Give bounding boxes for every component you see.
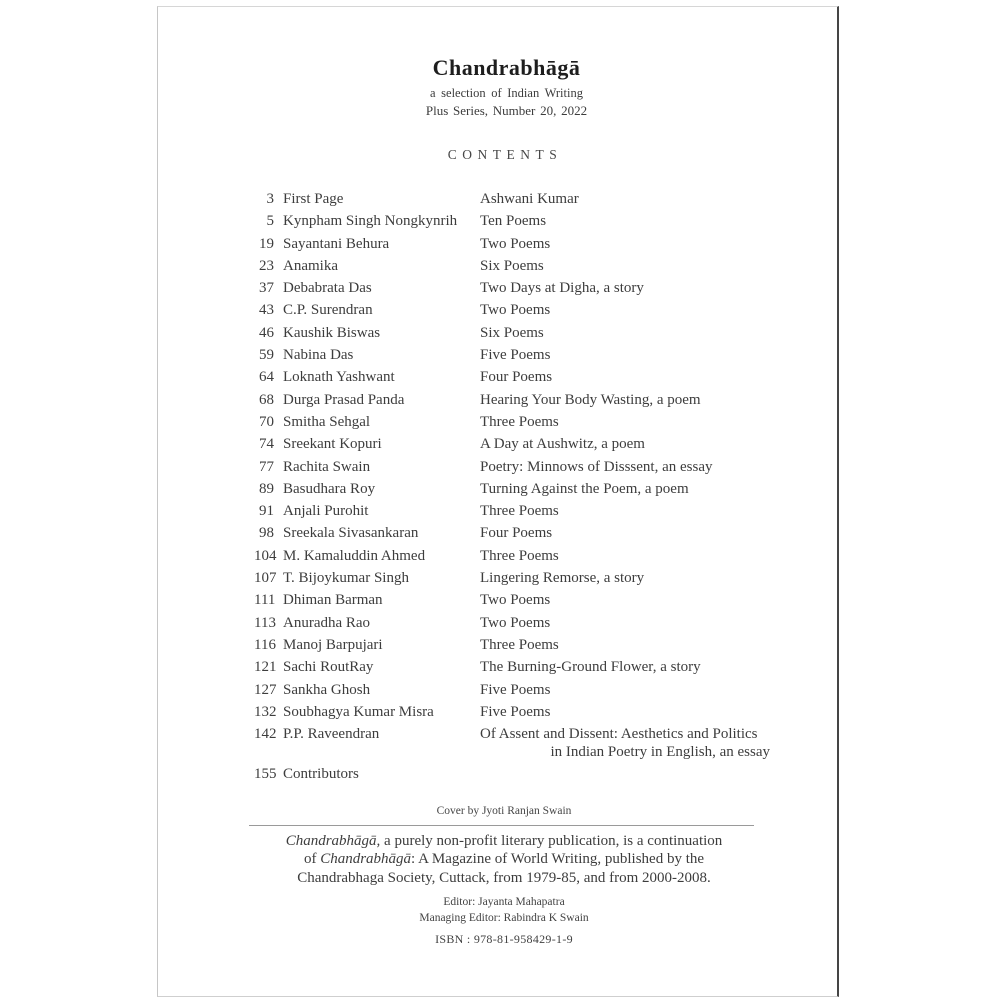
about-title-italic-1: Chandrabhāgā, bbox=[285, 833, 381, 849]
toc-work-line: Five Poems bbox=[480, 681, 551, 698]
toc-page-number: 91 bbox=[259, 503, 274, 520]
toc-entry bbox=[254, 368, 770, 386]
toc-entry bbox=[254, 681, 770, 699]
toc-author: Durga Prasad Panda bbox=[283, 391, 405, 408]
contents-heading: CONTENTS bbox=[447, 147, 563, 162]
toc-work-line: Three Poems bbox=[480, 636, 559, 653]
about-line-2-pre: of bbox=[303, 851, 321, 868]
toc-page-number: 64 bbox=[259, 369, 274, 386]
toc-page-number: 23 bbox=[259, 257, 274, 274]
toc-page-number: 59 bbox=[259, 347, 274, 364]
toc-entry bbox=[254, 257, 770, 275]
toc-author: Basudhara Roy bbox=[283, 480, 376, 497]
toc-work-line: Two Days at Digha, a story bbox=[480, 280, 644, 297]
toc-entry bbox=[254, 212, 770, 230]
toc-entry bbox=[254, 725, 770, 761]
isbn-line: ISBN : 978-81-958429-1-9 bbox=[435, 932, 573, 946]
toc-page-number: 5 bbox=[266, 213, 274, 230]
toc-author: Sreekala Sivasankaran bbox=[283, 525, 419, 542]
toc-page-number: 107 bbox=[254, 570, 277, 587]
toc-work bbox=[480, 502, 770, 520]
toc-page-number: 127 bbox=[254, 681, 277, 698]
about-title-italic-2: Chandrabhāgā bbox=[320, 851, 412, 868]
toc-entry bbox=[254, 658, 770, 676]
toc-entry bbox=[254, 614, 770, 632]
toc-work bbox=[480, 391, 770, 409]
divider-rule bbox=[249, 825, 754, 826]
toc-work bbox=[480, 480, 770, 498]
toc-work-line: Two Poems bbox=[480, 614, 551, 631]
toc-entry bbox=[254, 235, 770, 253]
toc-work-line: Two Poems bbox=[480, 302, 551, 319]
toc-entry bbox=[254, 703, 770, 721]
toc-page-number: 98 bbox=[259, 525, 274, 542]
toc-entry bbox=[254, 524, 770, 542]
toc-work bbox=[480, 257, 770, 275]
toc-author: Loknath Yashwant bbox=[283, 369, 395, 386]
toc-work bbox=[480, 190, 770, 208]
toc-work bbox=[480, 636, 770, 654]
managing-editor-line: Managing Editor: Rabindra K Swain bbox=[419, 911, 589, 924]
cover-credit: Cover by Jyoti Ranjan Swain bbox=[436, 805, 572, 817]
toc-entry bbox=[254, 591, 770, 609]
toc-page-number: 155 bbox=[254, 766, 277, 783]
toc-entry bbox=[254, 547, 770, 565]
toc-author: M. Kamaluddin Ahmed bbox=[283, 547, 426, 564]
toc-work bbox=[480, 212, 770, 230]
toc-work bbox=[480, 524, 770, 542]
toc-work-line: Ten Poems bbox=[480, 213, 547, 230]
toc-author: First Page bbox=[283, 191, 344, 207]
editor-line: Editor: Jayanta Mahapatra bbox=[443, 896, 565, 908]
toc-author: Anuradha Rao bbox=[283, 614, 371, 631]
toc-page-number: 70 bbox=[259, 413, 274, 430]
toc-author: Kynpham Singh Nongkynrih bbox=[283, 213, 458, 230]
toc-work bbox=[480, 658, 770, 676]
editors-block bbox=[171, 895, 837, 926]
toc-page-number: 37 bbox=[259, 280, 274, 297]
toc-work-line: Lingering Remorse, a story bbox=[480, 570, 645, 587]
toc-author: Contributors bbox=[283, 766, 359, 783]
book-page bbox=[157, 6, 839, 997]
toc-entry bbox=[254, 413, 770, 431]
about-line-1 bbox=[171, 832, 837, 850]
toc-work bbox=[480, 435, 770, 453]
toc-work-line: Two Poems bbox=[480, 592, 551, 609]
toc-work-line: A Day at Aushwitz, a poem bbox=[480, 436, 645, 453]
toc-work bbox=[480, 368, 770, 386]
toc-entry bbox=[254, 458, 770, 476]
toc-entry bbox=[254, 279, 770, 297]
toc-work-line: Three Poems bbox=[480, 413, 559, 430]
toc-work bbox=[480, 765, 770, 783]
toc-work bbox=[480, 458, 770, 476]
toc-work-line: Six Poems bbox=[480, 324, 544, 341]
toc-author: Sankha Ghosh bbox=[283, 681, 371, 698]
toc-page-number: 113 bbox=[254, 614, 276, 631]
toc-work-line: Four Poems bbox=[480, 369, 553, 386]
toc-author: Sachi RoutRay bbox=[283, 659, 374, 676]
contents-list bbox=[254, 190, 770, 788]
toc-author: Kaushik Biswas bbox=[283, 324, 381, 341]
toc-work bbox=[480, 324, 770, 342]
toc-entry bbox=[254, 324, 770, 342]
toc-entry bbox=[254, 301, 770, 319]
toc-entry bbox=[254, 480, 770, 498]
about-line-2-text: : A Magazine of World Writing, published by the bbox=[411, 851, 705, 868]
toc-work bbox=[480, 591, 770, 609]
masthead bbox=[176, 55, 837, 119]
toc-entry bbox=[254, 569, 770, 587]
toc-page-number: 68 bbox=[259, 391, 274, 408]
toc-work-line: Two Poems bbox=[480, 235, 551, 252]
toc-entry bbox=[254, 502, 770, 520]
toc-work-line: Five Poems bbox=[480, 703, 551, 720]
toc-work bbox=[480, 547, 770, 565]
toc-work-line2: in Indian Poetry in English, an essay bbox=[550, 744, 770, 761]
toc-page-number: 3 bbox=[266, 191, 274, 207]
toc-entry bbox=[254, 765, 770, 783]
toc-work bbox=[480, 346, 770, 364]
toc-page-number: 111 bbox=[254, 592, 276, 609]
toc-work-line: Hearing Your Body Wasting, a poem bbox=[480, 391, 701, 408]
about-paragraph bbox=[171, 832, 837, 887]
toc-page-number: 77 bbox=[259, 458, 274, 475]
toc-page-number: 142 bbox=[254, 726, 277, 743]
about-line-1-text: a purely non-profit literary publication, is a continuation bbox=[380, 833, 723, 849]
toc-work-line: Three Poems bbox=[480, 503, 559, 520]
toc-author: T. Bijoykumar Singh bbox=[283, 570, 409, 587]
toc-work bbox=[480, 569, 770, 587]
toc-work-line: Three Poems bbox=[480, 547, 559, 564]
toc-author: Manoj Barpujari bbox=[283, 636, 383, 653]
toc-author: Sayantani Behura bbox=[283, 235, 390, 252]
about-line-3: Chandrabhaga Society, Cuttack, from 1979-85, and from 2000-2008. bbox=[297, 869, 711, 886]
toc-work bbox=[480, 703, 770, 721]
series-line: Plus Series, Number 20, 2022 bbox=[425, 103, 588, 118]
publication-title: Chandrabhāgā bbox=[432, 55, 581, 80]
toc-work bbox=[480, 235, 770, 253]
toc-work bbox=[480, 614, 770, 632]
toc-page-number: 19 bbox=[259, 235, 274, 252]
toc-author: Nabina Das bbox=[283, 347, 354, 364]
toc-work-line: Five Poems bbox=[480, 347, 551, 364]
toc-work-line: Of Assent and Dissent: Aesthetics and Politics bbox=[480, 726, 758, 743]
toc-entry bbox=[254, 346, 770, 364]
toc-page-number: 46 bbox=[259, 324, 274, 341]
toc-entry bbox=[254, 190, 770, 208]
toc-author: P.P. Raveendran bbox=[283, 726, 380, 743]
toc-work bbox=[480, 413, 770, 431]
toc-author: Rachita Swain bbox=[283, 458, 371, 475]
toc-author: Sreekant Kopuri bbox=[283, 436, 382, 453]
toc-work-line: Poetry: Minnows of Disssent, an essay bbox=[480, 458, 713, 475]
toc-work-line: The Burning-Ground Flower, a story bbox=[480, 659, 701, 676]
toc-author: Debabrata Das bbox=[283, 280, 372, 297]
toc-page-number: 89 bbox=[259, 480, 274, 497]
toc-work-line: Six Poems bbox=[480, 257, 544, 274]
toc-page-number: 116 bbox=[254, 636, 276, 653]
toc-author: Anjali Purohit bbox=[283, 503, 369, 520]
toc-page-number: 43 bbox=[259, 302, 274, 319]
publication-subtitle: a selection of Indian Writing bbox=[430, 86, 583, 100]
toc-work-line: Turning Against the Poem, a poem bbox=[480, 480, 689, 497]
toc-author: C.P. Surendran bbox=[283, 302, 373, 319]
toc-work-line: Ashwani Kumar bbox=[480, 191, 579, 207]
toc-page-number: 104 bbox=[254, 547, 277, 564]
toc-work bbox=[480, 301, 770, 319]
toc-work bbox=[480, 725, 770, 761]
toc-work bbox=[480, 279, 770, 297]
toc-work-line: Four Poems bbox=[480, 525, 553, 542]
toc-entry bbox=[254, 391, 770, 409]
toc-author: Dhiman Barman bbox=[283, 592, 383, 609]
toc-author: Soubhagya Kumar Misra bbox=[283, 703, 434, 720]
toc-entry bbox=[254, 435, 770, 453]
toc-author: Smitha Sehgal bbox=[283, 413, 371, 430]
toc-page-number: 74 bbox=[259, 436, 274, 453]
toc-work bbox=[480, 681, 770, 699]
toc-entry bbox=[254, 636, 770, 654]
toc-page-number: 121 bbox=[254, 659, 277, 676]
about-line-2 bbox=[171, 850, 837, 868]
toc-author: Anamika bbox=[283, 257, 338, 274]
toc-page-number: 132 bbox=[254, 703, 277, 720]
